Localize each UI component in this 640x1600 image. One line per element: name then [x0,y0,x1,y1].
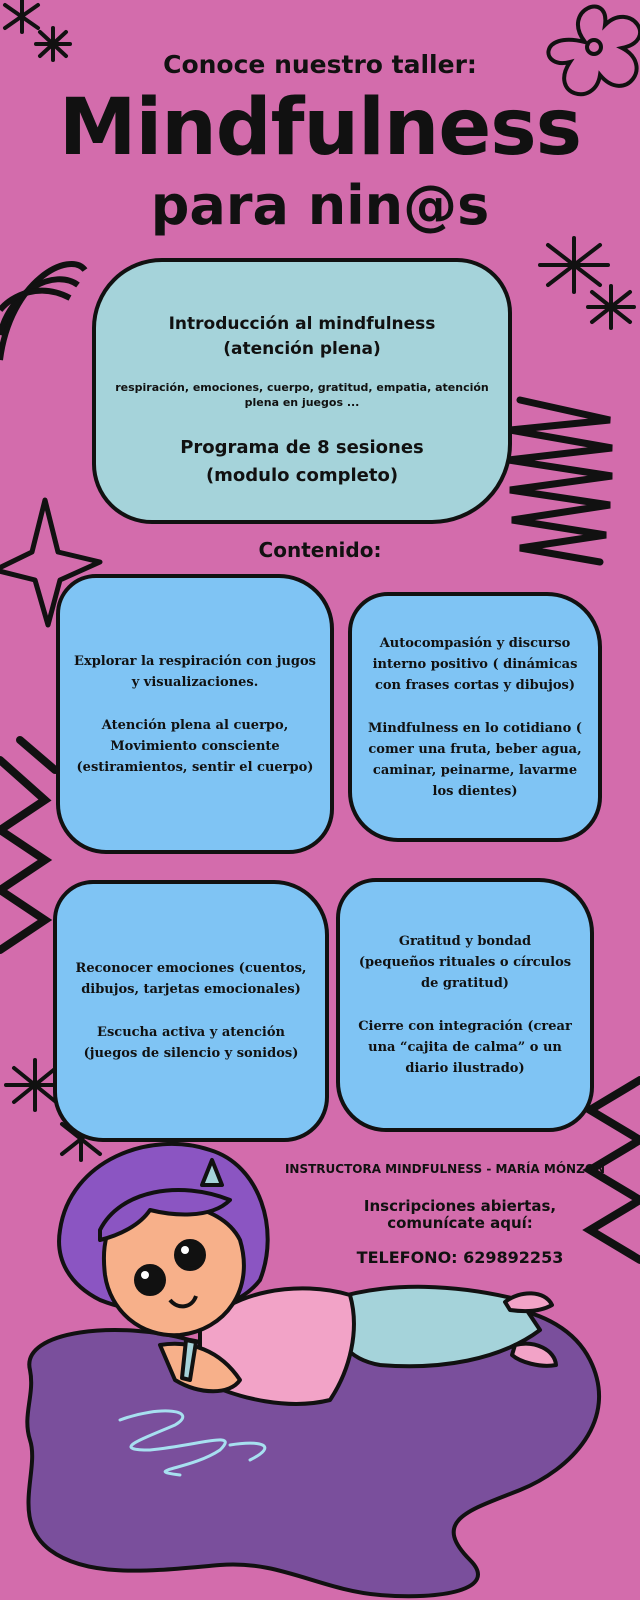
content-box [56,574,334,854]
contenido-heading: Contenido: [258,538,382,562]
content-item: Gratitud y bondad (pequeños rituales o círculos de gratitud) [358,934,572,991]
registration-text: Inscripciones abiertas, comunícate aquí: [363,1197,557,1232]
intro-title: Introducción al mindfulness (atención plena) [168,314,436,359]
poster-subtitle: Conoce nuestro taller: [163,50,477,79]
intro-program: Programa de 8 sesiones (modulo completo) [180,437,424,486]
sparkle-icon [5,0,38,32]
zigzag-doodle [0,740,55,950]
sparkle-icon [588,286,634,328]
content-item: Cierre con integración (crear una “cajita de calma” o un diario ilustrado) [358,1019,572,1076]
content-box [53,880,329,1142]
sparkle-icon [540,238,608,292]
content-item: Autocompasión y discurso interno positivo ( dinámicas con frases cortas y dibujos) [372,635,578,693]
phone-number[interactable]: TELEFONO: 629892253 [356,1248,564,1267]
content-item: Atención plena al cuerpo, Movimiento consciente (estiramientos, sentir el cuerpo) [76,717,314,775]
content-box [336,878,594,1132]
content-item: Mindfulness en lo cotidiano ( comer una fruta, beber agua, caminar, peinarme, lavarme los dientes) [368,720,582,799]
content-item: Reconocer emociones (cuentos, dibujos, tarjetas emocionales) [75,961,307,997]
intro-box [92,258,512,524]
poster-title-line2: para nin@s [150,174,490,237]
instructor-label: INSTRUCTORA MINDFULNESS - MARÍA MÓNZON [284,1162,606,1176]
content-box [348,592,602,842]
intro-topics: respiración, emociones, cuerpo, gratitud, empatia, atención plena en juegos ... [115,381,489,409]
content-item: Escucha activa y atención (juegos de silencio y sonidos) [83,1025,299,1061]
content-item: Explorar la respiración con jugos y visualizaciones. [74,653,316,690]
poster-title: Mindfulness [58,83,582,173]
rainbow-icon [0,264,85,360]
